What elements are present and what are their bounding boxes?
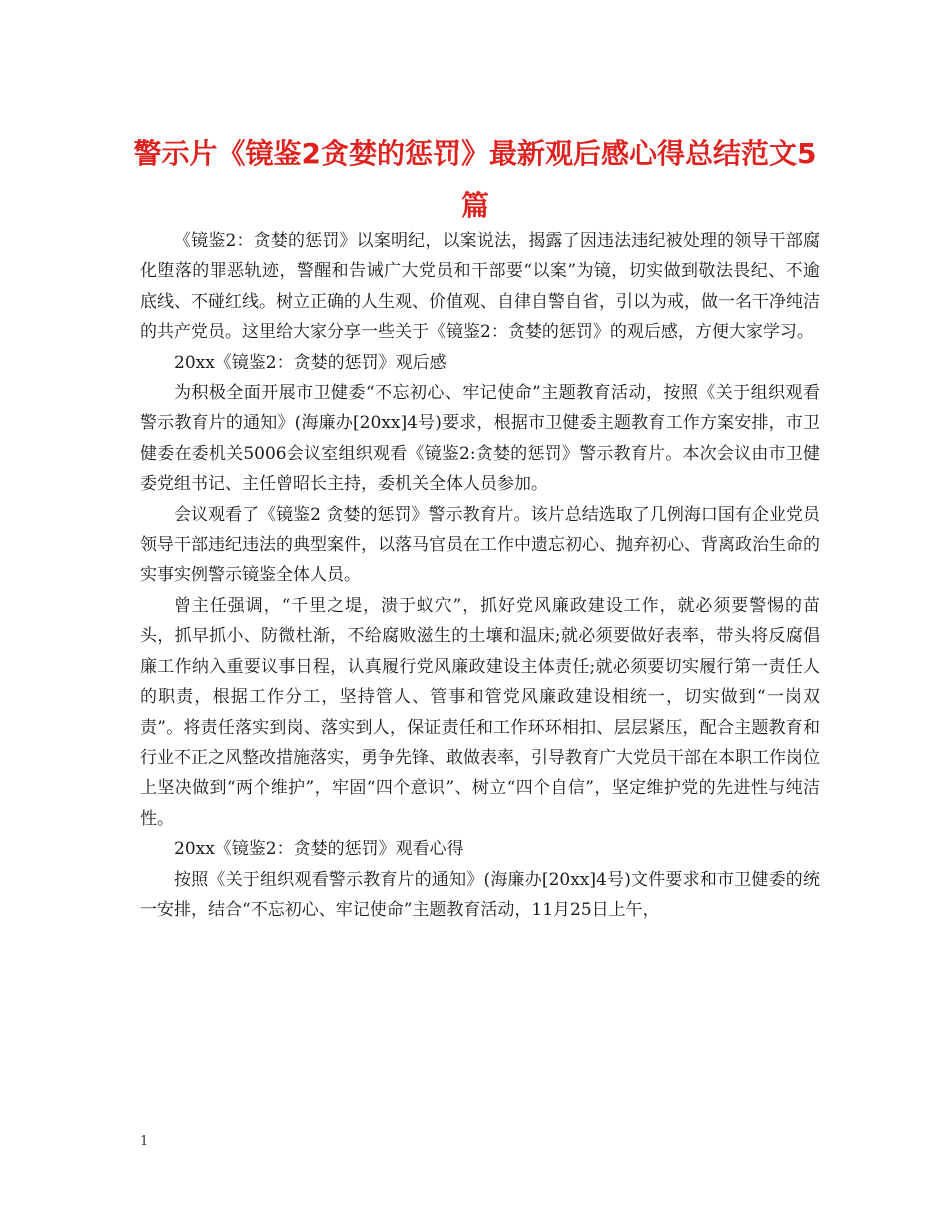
section-heading: 20xx《镜鉴2：贪婪的惩罚》观看心得 [174,839,464,860]
document-title: 警示片《镜鉴2贪婪的惩罚》最新观后感心得总结范文5篇 [133,137,817,222]
paragraph: 为积极全面开展市卫健委“不忘初心、牢记使命”主题教育活动，按照《关于组织观看警示教育片的通知》(海廉办[20xx]4号)要求，根据市卫健委主题教育工作方案安排，市卫健委在委机关5006会议室组织观看《镜鉴2:贪婪的惩罚》警示教育片。本次会议由市卫健委党组书记、主任曾昭长主持，委机关全体人员参加。 [140,383,820,495]
paragraph: 会议观看了《镜鉴2 贪婪的惩罚》警示教育片。该片总结选取了几例海口国有企业党员领导干部违纪违法的典型案件，以落马官员在工作中遗忘初心、抛弃初心、背离政治生命的实事实例警示镜鉴全体人员。 [140,504,820,586]
paragraph-intro: 《镜鉴2：贪婪的惩罚》以案明纪，以案说法，揭露了因违法违纪被处理的领导干部腐化堕落的罪恶轨迹，警醒和告诫广大党员和干部要“以案”为镜，切实做到敬法畏纪、不逾底线、不碰红线。树立正确的人生观、价值观、自律自警自省，引以为戒，做一名干净纯洁的共产党员。这里给大家分享一些关于《镜鉴2：贪婪的惩罚》的观后感，方便大家学习。 [140,231,820,343]
page-number: 1 [140,1134,149,1149]
document-body [140,226,820,925]
section-heading: 20xx《镜鉴2：贪婪的惩罚》观后感 [174,352,447,373]
paragraph: 曾主任强调，“千里之堤，溃于蚁穴”，抓好党风廉政建设工作，就必须要警惕的苗头，抓早抓小、防微杜渐，不给腐败滋生的土壤和温床;就必须要做好表率，带头将反腐倡廉工作纳入重要议事日程，认真履行党风廉政建设主体责任;就必须要切实履行第一责任人的职责，根据工作分工，坚持管人、管事和管党风廉政建设相统一，切实做到“一岗双责”。将责任落实到岗、落实到人，保证责任和工作环环相扣、层层紧压，配合主题教育和行业不正之风整改措施落实，勇争先锋、敢做表率，引导教育广大党员干部在本职工作岗位上坚决做到“两个维护”，牢固“四个意识”、树立“四个自信”，坚定维护党的先进性与纯洁性。 [140,595,820,829]
paragraph: 按照《关于组织观看警示教育片的通知》(海廉办[20xx]4号)文件要求和市卫健委的统一安排，结合“不忘初心、牢记使命”主题教育活动，11月25日上午， [140,869,820,920]
